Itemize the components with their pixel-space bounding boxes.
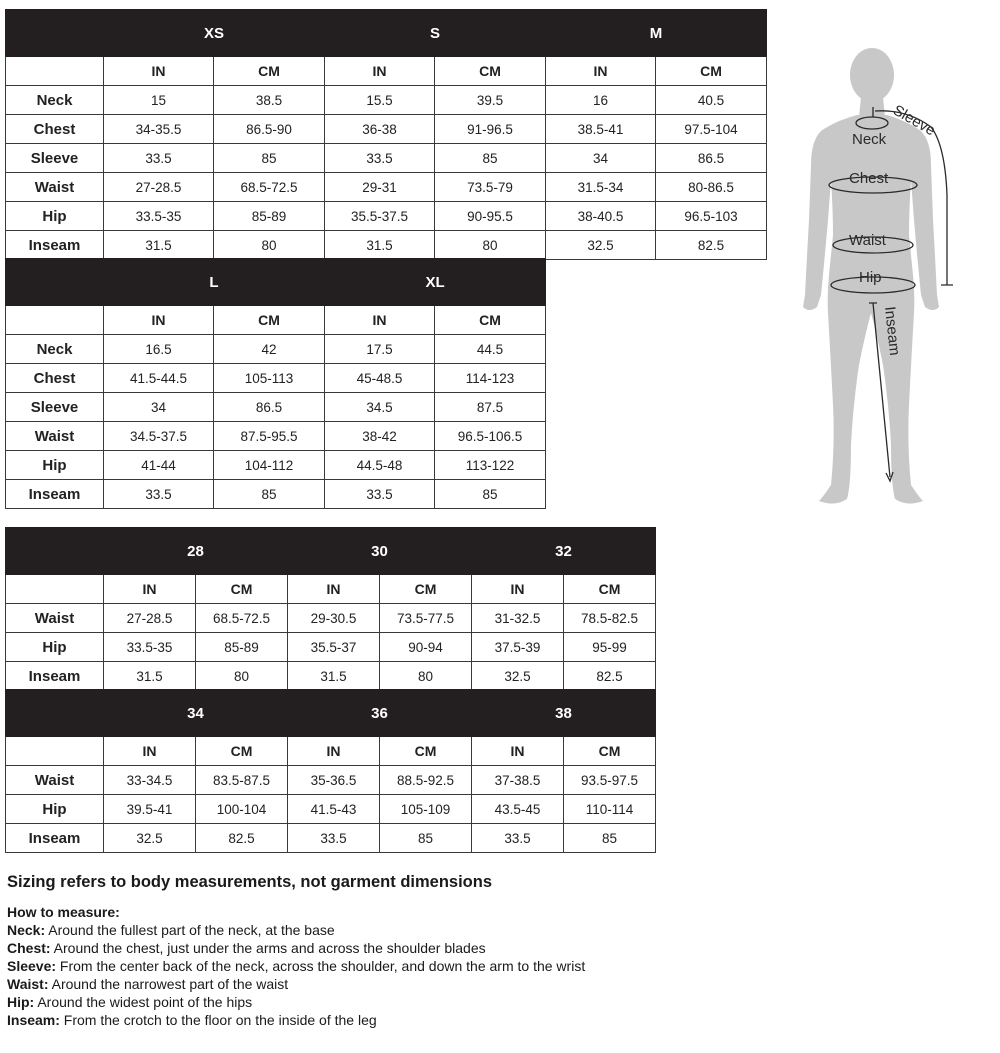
note-term: Sleeve:: [7, 958, 57, 974]
table-cell: 45-48.5: [325, 364, 435, 393]
table-cell: 35.5-37: [288, 633, 380, 662]
table-cell: 91-96.5: [435, 115, 546, 144]
table-cell: 31-32.5: [472, 604, 564, 633]
table-cell: 38-42: [325, 422, 435, 451]
note-inseam: [7, 1011, 987, 1029]
table-cell: 36-38: [325, 115, 435, 144]
table-row-inseam: [6, 662, 656, 691]
table-row-sleeve: [6, 393, 546, 422]
table-cell: 104-112: [214, 451, 325, 480]
note-text: Around the narrowest part of the waist: [48, 976, 289, 992]
row-label: Neck: [6, 335, 104, 364]
table-cell: 97.5-104: [656, 115, 767, 144]
header-corner: [6, 10, 104, 57]
table-row-chest: [6, 115, 767, 144]
note-term: Neck:: [7, 922, 46, 938]
size-header-s: S: [325, 10, 546, 57]
note-hip: [7, 993, 987, 1011]
table-cell: 90-95.5: [435, 202, 546, 231]
table-cell: 80: [214, 231, 325, 260]
table-cell: 93.5-97.5: [564, 766, 656, 795]
table-row-neck: [6, 335, 546, 364]
table-cell: 31.5: [104, 662, 196, 691]
table-cell: 83.5-87.5: [196, 766, 288, 795]
chest-label: Chest: [849, 170, 889, 187]
row-label: Waist: [6, 604, 104, 633]
table-cell: 31.5-34: [546, 173, 656, 202]
row-label: Inseam: [6, 824, 104, 853]
table-cell: 73.5-79: [435, 173, 546, 202]
note-term: Chest:: [7, 940, 51, 956]
row-label: Hip: [6, 451, 104, 480]
table-cell: 86.5: [214, 393, 325, 422]
size-header-36: 36: [288, 690, 472, 737]
table-row-hip: [6, 202, 767, 231]
row-label: Inseam: [6, 231, 104, 260]
table-cell: 16: [546, 86, 656, 115]
note-text: Around the chest, just under the arms and across the shoulder blades: [50, 940, 486, 956]
table-row-waist: [6, 173, 767, 202]
neck-label: Neck: [852, 131, 887, 148]
table-cell: 82.5: [196, 824, 288, 853]
size-header-28: 28: [104, 528, 288, 575]
table-cell: 85-89: [214, 202, 325, 231]
table-cell: 105-113: [214, 364, 325, 393]
row-label: Inseam: [6, 662, 104, 691]
table-cell: 41-44: [104, 451, 214, 480]
table-cell: 110-114: [564, 795, 656, 824]
unit-header-cm: CM: [380, 737, 472, 766]
note-sleeve: [7, 957, 987, 975]
table-cell: 31.5: [325, 231, 435, 260]
table-cell: 41.5-44.5: [104, 364, 214, 393]
table-cell: 37-38.5: [472, 766, 564, 795]
size-header-38: 38: [472, 690, 656, 737]
table-cell: 31.5: [104, 231, 214, 260]
unit-header-in: IN: [288, 575, 380, 604]
table-cell: 40.5: [656, 86, 767, 115]
table-cell: 85-89: [196, 633, 288, 662]
note-neck: [7, 921, 987, 939]
table-cell: 33.5: [288, 824, 380, 853]
inseam-label: Inseam: [881, 305, 904, 357]
table-cell: 27-28.5: [104, 604, 196, 633]
units-corner: [6, 737, 104, 766]
unit-header-cm: CM: [214, 306, 325, 335]
row-label: Hip: [6, 202, 104, 231]
table-cell: 32.5: [546, 231, 656, 260]
table-cell: 113-122: [435, 451, 546, 480]
table-cell: 80-86.5: [656, 173, 767, 202]
table-cell: 87.5-95.5: [214, 422, 325, 451]
table-cell: 85: [214, 480, 325, 509]
table-cell: 33.5-35: [104, 633, 196, 662]
table-cell: 80: [435, 231, 546, 260]
header-corner: [6, 528, 104, 575]
table-cell: 39.5: [435, 86, 546, 115]
unit-header-cm: CM: [656, 57, 767, 86]
table-cell: 80: [380, 662, 472, 691]
table-cell: 95-99: [564, 633, 656, 662]
size-header-xs: XS: [104, 10, 325, 57]
table-cell: 73.5-77.5: [380, 604, 472, 633]
table-row-waist: [6, 766, 656, 795]
table-cell: 90-94: [380, 633, 472, 662]
table-cell: 82.5: [656, 231, 767, 260]
note-chest: [7, 939, 987, 957]
header-corner: [6, 259, 104, 306]
table-cell: 27-28.5: [104, 173, 214, 202]
table-cell: 33.5: [325, 480, 435, 509]
size-header-34: 34: [104, 690, 288, 737]
table-cell: 86.5: [656, 144, 767, 173]
table-row-chest: [6, 364, 546, 393]
table-cell: 37.5-39: [472, 633, 564, 662]
units-corner: [6, 575, 104, 604]
unit-header-in: IN: [472, 575, 564, 604]
table-cell: 15.5: [325, 86, 435, 115]
table-row-inseam: [6, 231, 767, 260]
table-cell: 85: [214, 144, 325, 173]
row-label: Sleeve: [6, 144, 104, 173]
unit-header-cm: CM: [196, 575, 288, 604]
table-cell: 33-34.5: [104, 766, 196, 795]
table-cell: 29-30.5: [288, 604, 380, 633]
unit-header-in: IN: [104, 737, 196, 766]
table-cell: 105-109: [380, 795, 472, 824]
unit-header-cm: CM: [435, 57, 546, 86]
row-label: Sleeve: [6, 393, 104, 422]
table-cell: 85: [435, 144, 546, 173]
table-row-inseam: [6, 480, 546, 509]
table-cell: 87.5: [435, 393, 546, 422]
table-row-neck: [6, 86, 767, 115]
unit-header-in: IN: [325, 306, 435, 335]
table-cell: 33.5: [325, 144, 435, 173]
table-cell: 88.5-92.5: [380, 766, 472, 795]
table-cell: 32.5: [104, 824, 196, 853]
units-corner: [6, 57, 104, 86]
table-cell: 34.5-37.5: [104, 422, 214, 451]
table-row-sleeve: [6, 144, 767, 173]
unit-header-in: IN: [546, 57, 656, 86]
table-cell: 16.5: [104, 335, 214, 364]
note-text: Around the fullest part of the neck, at the base: [45, 922, 335, 938]
row-label: Waist: [6, 173, 104, 202]
row-label: Chest: [6, 364, 104, 393]
tops-size-table-l-xl: [5, 258, 546, 509]
row-label: Waist: [6, 422, 104, 451]
tops-size-table-xs-s-m: [5, 9, 767, 260]
unit-header-in: IN: [288, 737, 380, 766]
size-header-m: M: [546, 10, 767, 57]
bottoms-size-table-28-30-32: [5, 527, 656, 691]
unit-header-cm: CM: [564, 575, 656, 604]
row-label: Inseam: [6, 480, 104, 509]
measurement-notes: [7, 873, 987, 1029]
unit-header-in: IN: [104, 575, 196, 604]
table-cell: 34: [104, 393, 214, 422]
table-row-waist: [6, 604, 656, 633]
table-cell: 96.5-103: [656, 202, 767, 231]
unit-header-cm: CM: [214, 57, 325, 86]
unit-header-cm: CM: [380, 575, 472, 604]
row-label: Neck: [6, 86, 104, 115]
notes-subheading: How to measure:: [7, 904, 120, 920]
table-cell: 44.5: [435, 335, 546, 364]
table-cell: 34: [546, 144, 656, 173]
table-row-hip: [6, 795, 656, 824]
waist-label: Waist: [849, 232, 886, 249]
note-term: Inseam:: [7, 1012, 60, 1028]
bottoms-size-table-34-36-38: [5, 689, 656, 853]
notes-list: [7, 921, 987, 1029]
table-cell: 35-36.5: [288, 766, 380, 795]
table-cell: 78.5-82.5: [564, 604, 656, 633]
note-text: Around the widest point of the hips: [34, 994, 253, 1010]
unit-header-cm: CM: [435, 306, 546, 335]
notes-heading: Sizing refers to body measurements, not garment dimensions: [7, 873, 493, 891]
row-label: Hip: [6, 633, 104, 662]
table-cell: 85: [435, 480, 546, 509]
size-header-32: 32: [472, 528, 656, 575]
row-label: Hip: [6, 795, 104, 824]
note-term: Hip:: [7, 994, 35, 1010]
body-measurement-figure: [795, 45, 965, 510]
table-cell: 82.5: [564, 662, 656, 691]
table-cell: 96.5-106.5: [435, 422, 546, 451]
table-cell: 35.5-37.5: [325, 202, 435, 231]
unit-header-in: IN: [104, 57, 214, 86]
table-cell: 85: [380, 824, 472, 853]
table-cell: 33.5: [472, 824, 564, 853]
table-cell: 114-123: [435, 364, 546, 393]
table-cell: 34-35.5: [104, 115, 214, 144]
table-cell: 44.5-48: [325, 451, 435, 480]
size-header-l: L: [104, 259, 325, 306]
row-label: Chest: [6, 115, 104, 144]
table-cell: 15: [104, 86, 214, 115]
table-cell: 43.5-45: [472, 795, 564, 824]
sleeve-label: Sleeve: [890, 101, 939, 140]
table-cell: 100-104: [196, 795, 288, 824]
units-corner: [6, 306, 104, 335]
table-cell: 33.5: [104, 480, 214, 509]
unit-header-in: IN: [472, 737, 564, 766]
table-cell: 68.5-72.5: [214, 173, 325, 202]
table-row-inseam: [6, 824, 656, 853]
table-cell: 68.5-72.5: [196, 604, 288, 633]
note-text: From the center back of the neck, across the shoulder, and down the arm to the wrist: [56, 958, 586, 974]
table-row-hip: [6, 633, 656, 662]
table-cell: 33.5: [104, 144, 214, 173]
table-cell: 32.5: [472, 662, 564, 691]
size-header-xl: XL: [325, 259, 546, 306]
table-cell: 33.5-35: [104, 202, 214, 231]
table-row-waist: [6, 422, 546, 451]
table-cell: 39.5-41: [104, 795, 196, 824]
table-cell: 29-31: [325, 173, 435, 202]
unit-header-in: IN: [104, 306, 214, 335]
unit-header-cm: CM: [196, 737, 288, 766]
note-term: Waist:: [7, 976, 49, 992]
table-cell: 31.5: [288, 662, 380, 691]
unit-header-cm: CM: [564, 737, 656, 766]
table-cell: 42: [214, 335, 325, 364]
table-cell: 86.5-90: [214, 115, 325, 144]
table-cell: 80: [196, 662, 288, 691]
size-header-30: 30: [288, 528, 472, 575]
note-waist: [7, 975, 987, 993]
table-cell: 34.5: [325, 393, 435, 422]
table-cell: 38-40.5: [546, 202, 656, 231]
hip-label: Hip: [859, 269, 882, 286]
table-cell: 41.5-43: [288, 795, 380, 824]
table-cell: 38.5-41: [546, 115, 656, 144]
unit-header-in: IN: [325, 57, 435, 86]
table-cell: 17.5: [325, 335, 435, 364]
table-cell: 38.5: [214, 86, 325, 115]
note-text: From the crotch to the floor on the inside of the leg: [59, 1012, 377, 1028]
table-row-hip: [6, 451, 546, 480]
header-corner: [6, 690, 104, 737]
row-label: Waist: [6, 766, 104, 795]
table-cell: 85: [564, 824, 656, 853]
